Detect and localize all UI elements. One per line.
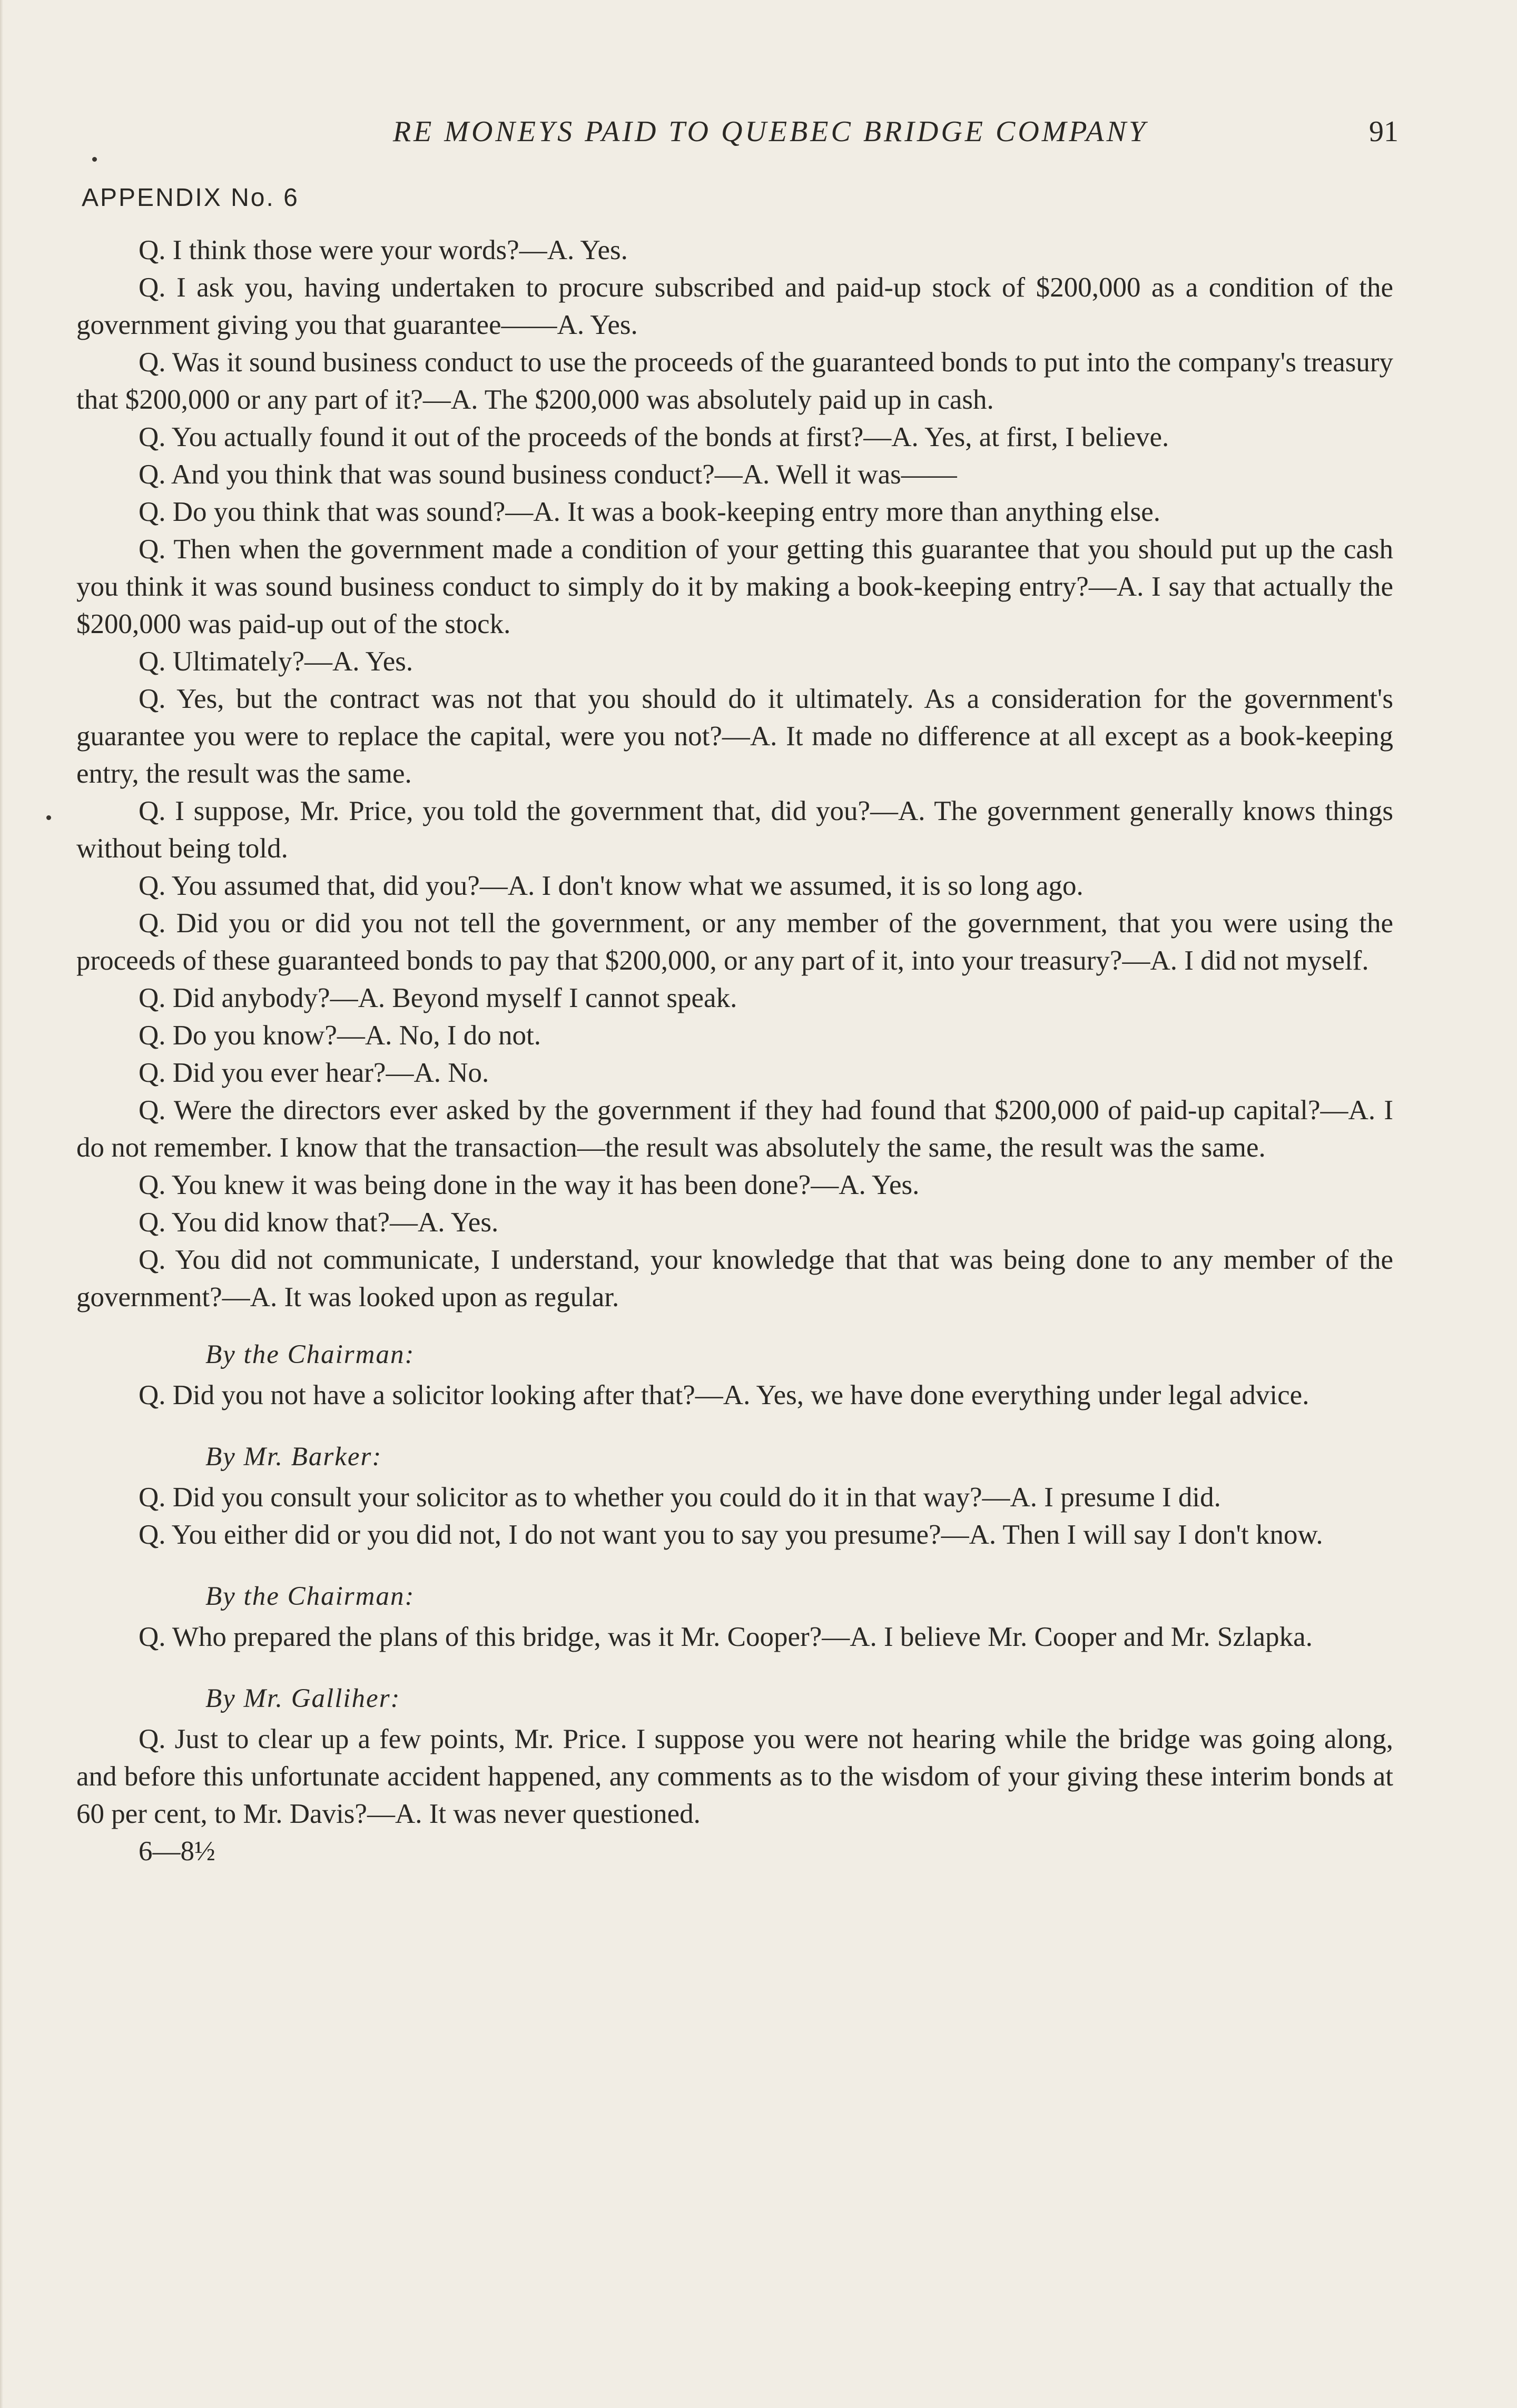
testimony-paragraph: Q. You knew it was being done in the way it has been done?—A. Yes. — [139, 1170, 920, 1200]
page-header — [79, 115, 1398, 157]
testimony-paragraph: Q. You actually found it out of the proceeds of the bonds at first?—A. Yes, at first, I believe. — [139, 422, 1169, 452]
testimony-paragraph: Q. Was it sound business conduct to use the proceeds of the guaranteed bonds to put into the company's treasury that $200,000 or any part of it?—A. The $200,000 was absolutely paid up in cash. — [76, 347, 1393, 415]
testimony-paragraph: Q. I ask you, having undertaken to procure subscribed and paid-up stock of $200,000 as a condition of the government giving you that guarantee——A. Yes. — [76, 272, 1393, 340]
speaker-heading: By the Chairman: — [205, 1582, 415, 1611]
speaker-heading: By Mr. Galliher: — [205, 1684, 401, 1713]
testimony-paragraph: Q. Did you or did you not tell the government, or any member of the government, that you were using the proceeds of these guaranteed bonds to pay that $200,000, or any part of it, into your treasury?—A. I did not myself. — [76, 908, 1393, 976]
testimony-paragraph: Q. You assumed that, did you?—A. I don't know what we assumed, it is so long ago. — [139, 871, 1083, 901]
testimony-paragraph: Q. You did know that?—A. Yes. — [139, 1207, 499, 1238]
testimony-paragraph: Q. Then when the government made a condition of your getting this guarantee that you should put up the cash you think it was sound business conduct to simply do it by making a book-keeping entry?—A. I say that actually the $200,000 was paid-up out of the stock. — [76, 534, 1393, 639]
testimony-paragraph: Q. Yes, but the contract was not that you should do it ultimately. As a consideration for the government's guarantee you were to replace the capital, were you not?—A. It made no difference at all except as a book-keeping entry, the result was the same. — [76, 684, 1393, 789]
print-speck — [46, 815, 51, 820]
testimony-paragraph: Q. Who prepared the plans of this bridge, was it Mr. Cooper?—A. I believe Mr. Cooper and Mr. Szlapka. — [139, 1622, 1313, 1652]
testimony-paragraph: Q. Were the directors ever asked by the government if they had found that $200,000 of paid-up capital?—A. I do not remember. I know that the transaction—the result was absolutely the same, the result was the same. — [76, 1095, 1393, 1163]
testimony-paragraph: Q. Did you consult your solicitor as to whether you could do it in that way?—A. I presume I did. — [139, 1482, 1221, 1513]
testimony-paragraph: Q. You did not communicate, I understand, your knowledge that that was being done to any member of the government?—A. It was looked upon as regular. — [76, 1245, 1393, 1312]
testimony-paragraph: Q. Do you know?—A. No, I do not. — [139, 1020, 541, 1051]
testimony-paragraph: Q. Did anybody?—A. Beyond myself I cannot speak. — [139, 983, 737, 1013]
testimony-paragraph: Q. Do you think that was sound?—A. It was a book-keeping entry more than anything else. — [139, 497, 1160, 527]
testimony-paragraph: Q. Ultimately?—A. Yes. — [139, 646, 413, 677]
speaker-heading: By Mr. Barker: — [205, 1442, 382, 1472]
printer-signature-mark: 6—8½ — [139, 1836, 215, 1867]
testimony-paragraph: Q. I suppose, Mr. Price, you told the government that, did you?—A. The government generally knows things without being told. — [76, 796, 1393, 864]
testimony-paragraph: Q. You either did or you did not, I do not want you to say you presume?—A. Then I will say I don't know. — [139, 1519, 1323, 1550]
page-number: 91 — [1369, 115, 1398, 148]
speaker-heading: By the Chairman: — [205, 1340, 415, 1369]
testimony-paragraph: Q. Just to clear up a few points, Mr. Price. I suppose you were not hearing while the bridge was going along, and before this unfortunate accident happened, any comments as to the wisdom of your giving these interim bonds at 60 per cent, to Mr. Davis?—A. It was never questioned. — [76, 1724, 1393, 1829]
running-title: RE MONEYS PAID TO QUEBEC BRIDGE COMPANY — [392, 115, 1148, 148]
print-speck — [92, 157, 97, 162]
testimony-paragraph: Q. And you think that was sound business conduct?—A. Well it was—— — [139, 459, 957, 490]
testimony-body — [76, 232, 1393, 1870]
page-gutter-edge — [0, 0, 3, 2408]
testimony-paragraph: Q. I think those were your words?—A. Yes. — [139, 235, 628, 265]
testimony-paragraph: Q. Did you not have a solicitor looking after that?—A. Yes, we have done everything under legal advice. — [139, 1380, 1309, 1410]
testimony-paragraph: Q. Did you ever hear?—A. No. — [139, 1058, 489, 1088]
appendix-label: APPENDIX No. 6 — [82, 184, 299, 212]
